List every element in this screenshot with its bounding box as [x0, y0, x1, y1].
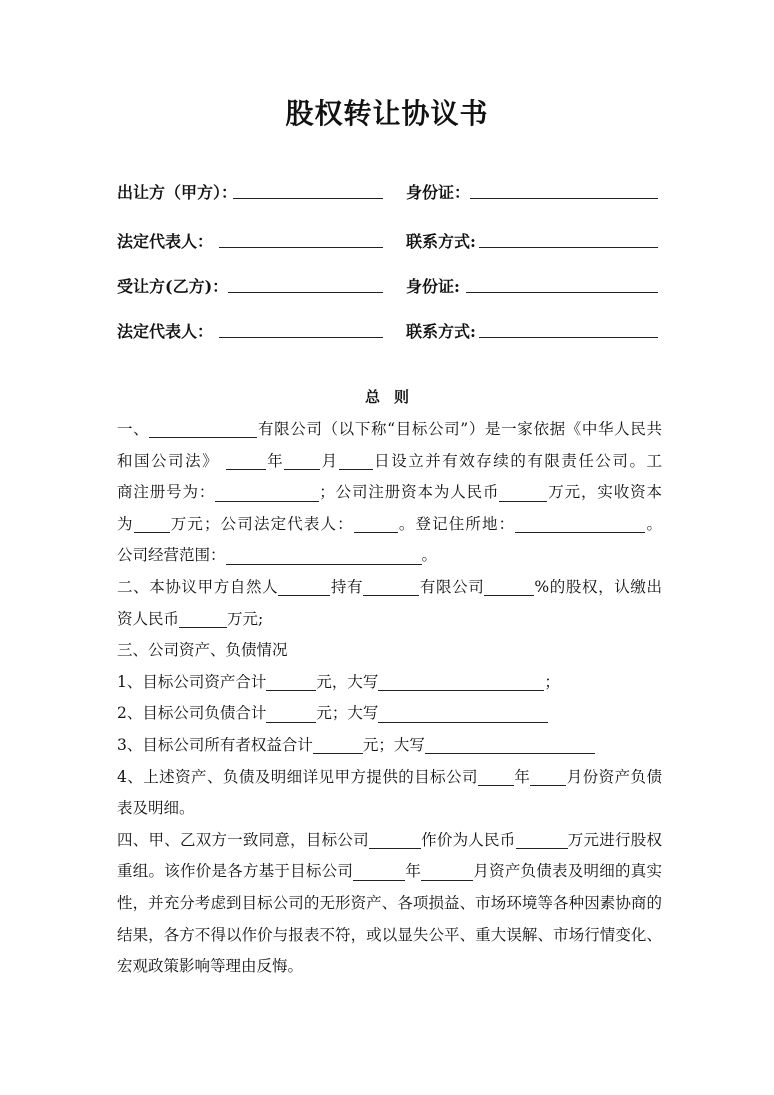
text: 年	[265, 451, 285, 470]
contact-field-1[interactable]	[479, 229, 658, 248]
day-blank[interactable]	[339, 452, 373, 470]
clause-4-line-1	[117, 825, 662, 857]
id-card-field-2[interactable]	[466, 274, 658, 293]
clause-1-line-1	[117, 414, 662, 446]
contact-label-1: 联系方式:	[406, 232, 476, 251]
clause-1-line-2	[117, 446, 662, 478]
total-liabilities-blank[interactable]	[266, 705, 316, 723]
text: 4、上述资产、负债及明细详见甲方提供的目标公司	[117, 767, 478, 786]
clause-4-line-5: 宏观政策影响等理由反悔。	[117, 957, 304, 976]
clause-3-1	[117, 667, 662, 699]
section-title: 总则	[364, 388, 423, 406]
clause-1-line-4	[117, 509, 662, 541]
held-company-blank[interactable]	[363, 578, 419, 596]
registered-capital-blank[interactable]	[499, 483, 547, 501]
balance-month-blank[interactable]	[421, 863, 473, 881]
transferor-field[interactable]	[233, 180, 383, 199]
shareholder-name-blank[interactable]	[278, 578, 330, 596]
clause-4-line-2	[117, 856, 662, 888]
transferor-label: 出让方（甲方）：	[117, 183, 238, 202]
contact-field-2[interactable]	[479, 319, 658, 338]
clause-3-4-line-1	[117, 762, 662, 794]
year-blank[interactable]	[226, 452, 266, 470]
legal-representative-blank[interactable]	[354, 515, 398, 533]
text: 月	[320, 451, 339, 470]
text: 公司经营范围：	[117, 546, 226, 565]
valuation-blank[interactable]	[516, 831, 568, 849]
legal-rep-label-1: 法定代表人：	[117, 232, 214, 251]
agreement-body	[117, 414, 662, 983]
text: 重组。该作价是各方基于目标公司	[117, 862, 354, 881]
text: 商注册号为：	[117, 483, 216, 502]
clause-4-line-4: 结果，各方不得以作价与报表不符，或以显失公平、重大误解、市场行情变化、	[117, 925, 662, 944]
text: 为	[117, 514, 134, 533]
text: 元；大写	[316, 704, 379, 723]
legal-rep-field-2[interactable]	[219, 319, 383, 338]
clause-3-4-line-2: 表及明细。	[117, 799, 195, 818]
text: 3、目标公司所有者权益合计	[117, 735, 313, 754]
month-blank[interactable]	[284, 452, 320, 470]
text: 。登记住所地：	[397, 514, 516, 533]
text: 四、甲、乙双方一致同意，目标公司	[117, 830, 369, 849]
clause-3-2	[117, 698, 662, 730]
id-card-field-1[interactable]	[470, 180, 658, 199]
text: ；公司注册资本为人民币	[319, 483, 500, 502]
transferee-label: 受让方(乙方)：	[117, 277, 229, 296]
clause-4-line-3: 性，并充分考虑到目标公司的无形资产、各项损益、市场环境等各种因素协商的	[117, 893, 662, 912]
text: 万元，实收资本	[547, 483, 662, 502]
text: 万元;	[227, 609, 264, 628]
text: 日设立并有效存续的有限责任公司。工	[372, 451, 662, 470]
text: 元，大写	[316, 672, 379, 691]
text: 月资产负债表及明细的真实	[473, 862, 662, 881]
company-name-blank[interactable]	[149, 420, 257, 438]
clause-1-line-5	[117, 540, 662, 572]
equity-words-blank[interactable]	[425, 736, 595, 754]
statement-month-blank[interactable]	[530, 768, 566, 786]
text: 作价为人民币	[420, 830, 516, 849]
text: 年	[513, 767, 531, 786]
text: 2、目标公司负债合计	[117, 704, 267, 723]
text: 万元；公司法定代表人：	[169, 514, 354, 533]
id-card-label-2: 身份证:	[406, 277, 460, 296]
text: 持有	[330, 577, 364, 596]
text: 。	[421, 546, 438, 565]
text: 。	[645, 514, 662, 533]
clause-3-heading: 三、公司资产、负债情况	[117, 641, 288, 660]
text: 1、目标公司资产合计	[117, 672, 267, 691]
contact-label-2: 联系方式:	[406, 322, 476, 341]
text: 元；大写	[362, 735, 425, 754]
id-card-label-1: 身份证：	[406, 183, 471, 202]
clause-2-line-2	[117, 604, 662, 636]
business-scope-blank[interactable]	[226, 547, 422, 565]
total-liabilities-words-blank[interactable]	[378, 705, 548, 723]
text: 万元进行股权	[567, 830, 662, 849]
clause-3-3	[117, 730, 662, 762]
text: 有限公司（以下称“目标公司”）是一家依据《中华人民共	[257, 420, 662, 438]
text: 有限公司	[419, 577, 485, 596]
text: 月份资产负债	[566, 767, 662, 786]
equity-blank[interactable]	[313, 736, 363, 754]
paid-capital-blank[interactable]	[134, 515, 170, 533]
clause-2-line-1	[117, 572, 662, 604]
text: 和国公司法》	[117, 451, 220, 470]
subscribed-capital-blank[interactable]	[179, 610, 227, 628]
document-title: 股权转让协议书	[285, 97, 489, 130]
clause-1-line-3	[117, 477, 662, 509]
text: 二、本协议甲方自然人	[117, 577, 279, 596]
total-assets-words-blank[interactable]	[378, 673, 544, 691]
statement-year-blank[interactable]	[478, 768, 514, 786]
text: 年	[405, 862, 422, 881]
text: 一、	[117, 420, 150, 438]
transferee-field[interactable]	[228, 274, 383, 293]
legal-rep-label-2: 法定代表人：	[117, 322, 214, 341]
target-company-blank[interactable]	[369, 831, 421, 849]
legal-rep-field-1[interactable]	[219, 229, 383, 248]
text: %的股权，认缴出	[534, 577, 662, 596]
share-percent-blank[interactable]	[484, 578, 534, 596]
total-assets-blank[interactable]	[266, 673, 316, 691]
registration-number-blank[interactable]	[215, 483, 319, 501]
text: ；	[544, 672, 560, 691]
balance-year-blank[interactable]	[353, 863, 405, 881]
text: 资人民币	[117, 609, 180, 628]
registered-address-blank[interactable]	[515, 515, 645, 533]
